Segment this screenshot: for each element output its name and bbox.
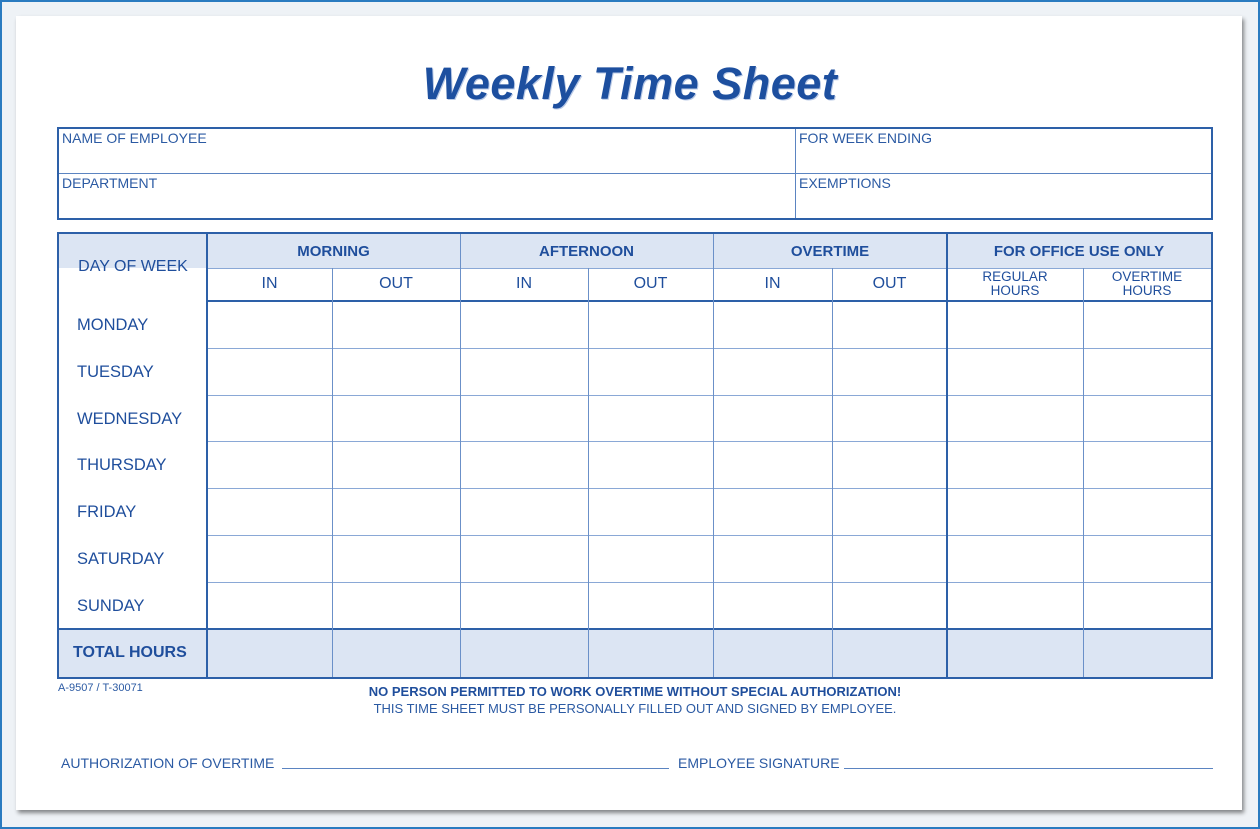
regular-hours-line1: REGULAR [982,269,1048,284]
afternoon-header: AFTERNOON [539,242,634,260]
afternoon-in-header: IN [516,275,532,292]
department-field[interactable]: DEPARTMENT [62,175,158,191]
rule-header-bottom [207,300,1211,302]
total-hours-label: TOTAL HOURS [73,644,187,661]
rule-row-3 [207,441,1211,442]
week-ending-field[interactable]: FOR WEEK ENDING [799,130,933,146]
total-row-shade [207,629,1211,677]
day-label-friday: FRIDAY [77,503,137,521]
regular-hours-header [947,268,1083,300]
rule-row-6 [207,582,1211,583]
overtime-header: OVERTIME [790,242,870,260]
employee-name-field[interactable]: NAME OF EMPLOYEE [62,130,207,146]
employee-signature-line[interactable] [844,768,1213,769]
day-label-wednesday: WEDNESDAY [77,409,183,428]
info-divider-horizontal [59,173,1211,174]
rule-header-split [207,268,1211,269]
overtime-authorization-label: AUTHORIZATION OF OVERTIME [61,755,275,771]
overtime-warning: NO PERSON PERMITTED TO WORK OVERTIME WITHOUT SPECIAL AUTHORIZATION! [368,684,902,699]
rule-row-2 [207,395,1211,396]
day-label-thursday: THURSDAY [77,456,167,474]
rule-day-column [206,234,208,677]
overtime-in-header: IN [764,275,781,292]
rule-total-top [59,628,1211,630]
page-title: Weekly Time Sheet [422,58,838,109]
morning-header: MORNING [297,242,370,260]
info-divider-vertical [795,129,796,218]
rule-afternoon-split [588,268,589,677]
day-label-tuesday: TUESDAY [77,363,154,381]
regular-hours-line2: HOURS [990,283,1040,298]
morning-out-header: OUT [379,275,413,292]
rule-overtime-end [946,234,948,677]
rule-morning-split [332,268,333,677]
afternoon-out-header: OUT [633,275,668,292]
rule-row-5 [207,535,1211,536]
rule-morning-end [460,234,461,677]
form-code: A-9507 / T-30071 [58,682,143,694]
overtime-hours-line2: HOURS [1122,283,1172,298]
overtime-authorization-line[interactable] [282,768,669,769]
rule-row-1 [207,348,1211,349]
overtime-hours-line1: OVERTIME [1111,269,1183,284]
day-label-sunday: SUNDAY [77,596,145,615]
time-grid [57,232,1213,679]
office-use-header: FOR OFFICE USE ONLY [993,242,1165,260]
rule-row-4 [207,488,1211,489]
rule-afternoon-end [713,234,714,677]
employee-info-box [57,127,1213,220]
rule-office-split [1083,268,1084,677]
rule-overtime-split [832,268,833,677]
morning-in-header: IN [261,275,278,292]
employee-signature-label: EMPLOYEE SIGNATURE [678,755,840,771]
exemptions-field[interactable]: EXEMPTIONS [799,175,891,191]
overtime-hours-header [1083,268,1211,300]
overtime-out-header: OUT [872,275,907,292]
day-label-saturday: SATURDAY [77,550,165,568]
day-label-monday: MONDAY [77,316,149,334]
fill-out-notice: THIS TIME SHEET MUST BE PERSONALLY FILLED OUT AND SIGNED BY EMPLOYEE. [373,701,897,716]
day-of-week-header: DAY OF WEEK [78,258,188,275]
